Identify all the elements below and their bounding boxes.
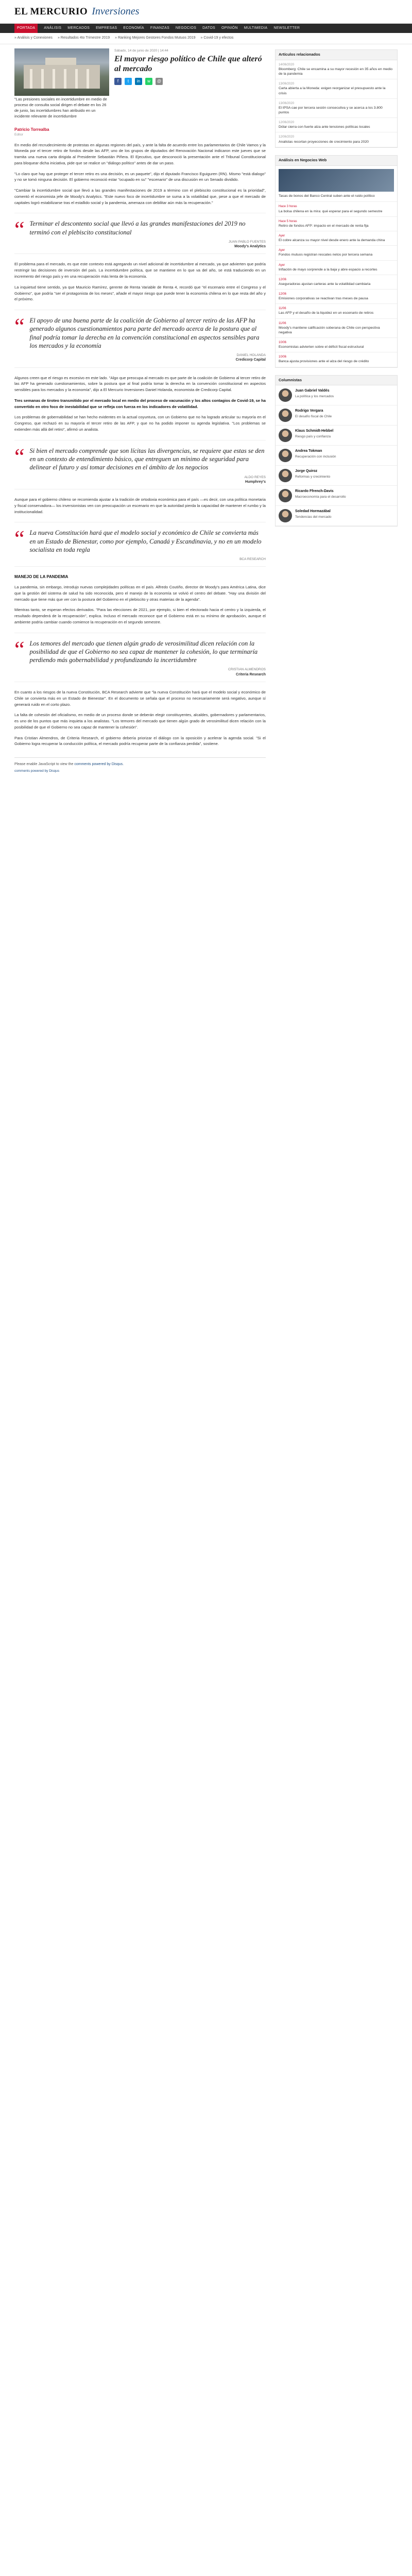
article xyxy=(14,44,266,774)
analysis-item[interactable] xyxy=(276,275,397,290)
share-bar xyxy=(114,78,266,85)
paragraph: Para Cristian Almendros, de Criteria Research, el gobierno debería priorizar el diálogo con la oposición y acelerar la agenda social. "Si el Gobierno logra recuperar la conducción política, el mercado podría recuperar parte de la confianza perdida", sostiene. xyxy=(14,735,266,747)
pull-quote xyxy=(14,310,266,368)
paragraph: La inquietud tiene sentido, ya que Mauricio Ramírez, gerente de Renta Variable de Renta 4, recordó que "el escenario entre el Congreso y el Gobierno", que podría "ser el protagonista de los meses", añade el mayor riesgo que puede tener la economía chilena en lo que resta del año y el próximo. xyxy=(14,284,266,302)
quote-source xyxy=(30,475,266,485)
pull-quote xyxy=(14,522,266,566)
paragraph: Mientras tanto, se esperan efectos derivados. "Para las elecciones de 2021, por ejemplo, si bien el electorado hacia el centro y la izquierda, el resultado dependerá de la recuperación", explica. Incluso el mercado reconoce que el Gobierno está en su mínimo de aprobación, aunque el ambiente podría cambiar cuando comience la recuperación en el segundo semestre. xyxy=(14,607,266,624)
paragraph: En cuanto a los riesgos de la nueva Constitución, BCA Research advierte que "la nueva Constitución hará que el modelo social y económico de Chile se convierta más en un Estado de Bienestar". En el documento se señala que el proceso no necesariamente será negativo, aunque sí generará ruido en el corto plazo. xyxy=(14,690,266,707)
quote-source xyxy=(30,353,266,363)
nav-item[interactable]: NEGOCIOS xyxy=(175,26,197,30)
avatar xyxy=(279,409,292,422)
related-item[interactable] xyxy=(276,132,397,147)
item-date: 12/06 xyxy=(279,293,287,296)
item-date: Ayer xyxy=(279,234,285,238)
columnist[interactable] xyxy=(276,506,397,526)
analysis-item[interactable] xyxy=(276,217,397,231)
quote-text: Terminar el descontento social que llevó a las grandes manifestaciones del 2019 no terminó con el plebiscito constitucional xyxy=(29,220,246,236)
brand-logo[interactable]: EL MERCURIO xyxy=(14,6,88,17)
item-date: 14/06/2020 xyxy=(279,63,295,66)
analysis-item[interactable] xyxy=(276,319,397,338)
item-title: La bolsa chilena en la mira: qué esperar para el segundo semestre xyxy=(279,209,383,213)
avatar xyxy=(279,429,292,442)
avatar xyxy=(279,489,292,502)
disqus-link[interactable]: comments powered by Disqus. xyxy=(74,762,124,767)
paragraph-bold: Tres semanas de tiroteo transmitido por el mercado local en medio del proceso de vacunación y los altos contagios de Covid-19, se ha convertido en otro foco de inestabilidad que se refleja con fuerza en los indicadores de volatilidad. xyxy=(14,398,266,409)
hero-caption: "Las presiones sociales en incertidumbre en medio de proceso de consulta social dirigen el debate en los 26 de junio, las incertidumbres han atribuido en un incidente relevante de incertidumbre xyxy=(14,97,107,118)
paragraph xyxy=(14,398,266,410)
item-title: Banca ajusta provisiones ante el alza del riesgo de crédito xyxy=(279,360,369,364)
linkedin-icon[interactable]: in xyxy=(135,78,142,85)
item-title: Economistas advierten sobre el déficit fiscal estructural xyxy=(279,345,364,349)
analysis-title: Análisis en Negocios Web xyxy=(276,156,397,166)
sub-nav xyxy=(0,33,412,44)
twitter-icon[interactable]: t xyxy=(125,78,132,85)
avatar xyxy=(279,388,292,402)
paragraph: En medio del recrudecimiento de protestas en algunas regiones del país, y ante la falta de acuerdo entre los parlamentarios de Chile Vamos y la Moneda por el tercer retiro de fondos desde las AFP, uno de los grupos de diputados del Renovación Nacional indicaron este jueves que se tramita una nueva carta dirigida al Presidente Sebastián Piñera. El Ejecutivo, que desconoció la presentación ante el Tribunal Constitucional para bloquear dicha iniciativa, pide que se realice un "diálogo político" antes de dar un paso. xyxy=(14,142,266,165)
columnist-title: El desafío fiscal de Chile xyxy=(295,414,332,418)
columnist-title: Recuperación con inclusión xyxy=(295,454,336,459)
quote-source xyxy=(30,557,266,562)
item-title: Analistas recortan proyecciones de crecimiento para 2020 xyxy=(279,140,369,144)
pull-quote xyxy=(14,440,266,489)
item-title: Bloomberg: Chile se encamina a su mayor recesión en 35 años en medio de la pandemia xyxy=(279,67,393,76)
quote-org: Humphrey's xyxy=(245,480,266,484)
quote-mark-icon: “ xyxy=(14,314,25,340)
item-title: El IPSA cae por tercera sesión consecutiva y se acerca a los 3.800 puntos xyxy=(279,106,383,115)
item-date: 12/06 xyxy=(279,278,287,281)
section-heading: MANEJO DE LA PANDEMIA xyxy=(14,574,68,579)
columnist-name: Rodrigo Vergara xyxy=(295,409,323,413)
avatar xyxy=(279,509,292,522)
analysis-list xyxy=(275,155,398,368)
columnist-name: Jorge Quiroz xyxy=(295,469,318,473)
columnist-title: La política y los mercados xyxy=(295,394,334,398)
paragraph: La pandemia, sin embargo, introdujo nuevas complejidades políticas en el país. Alfredo Coutiño, director de Moody's para América Latina, dice que la gestión del sistema de salud ha sido reconocida, pero el manejo de la economía se volvió el centro del debate. "Hay una división del mercado que tiene más que ver con la postura del Gobierno en el plebiscito y otras materias de la agenda". xyxy=(14,585,266,602)
analysis-item[interactable] xyxy=(276,338,397,352)
item-title: Aseguradoras ajustan carteras ante la volatilidad cambiaria xyxy=(279,282,371,286)
columnist-title: Reformas y crecimiento xyxy=(295,474,331,479)
item-title: Emisiones corporativas se reactivan tras meses de pausa xyxy=(279,297,368,301)
columnist[interactable] xyxy=(276,466,397,486)
related-item[interactable] xyxy=(276,118,397,132)
paragraph: "Lo claro que hay que proteger el tercer retiro es una decisión, es un paquete", dijo el diputado Francisco Eguiguren (RN). Mismo "está dialogo" y no se tomó ninguna decisión. El gobierno reconoció estar "ocupado en su" "escenario" de una discusión en un Senado dividido. xyxy=(14,171,266,182)
paragraph: El problema para el mercado, es que este contexto está agregando un nivel adicional de incertidumbre al mercado, ya que advierten que podría restringir las decisiones de inversión del país. La incertidumbre política, que se mantiene en lo que va del año, se está traduciendo en un incremento del riesgo país y en una recuperación más lenta de la economía. xyxy=(14,262,266,279)
item-date: 10/06 xyxy=(279,341,287,344)
paragraph: Aunque para el gobierno chileno se recomienda ajustar a la tradición de ortodoxia económica para el país —es decir, con una política monetaria y fiscal conservadora— los inversionistas ven con preocupación un escenario en que la autoridad pierda la capacidad de mantener el rumbo y la institucionalidad. xyxy=(14,497,266,514)
quote-author: BCA RESEARCH xyxy=(239,557,266,562)
columnist-title: Tendencias del mercado xyxy=(295,515,332,519)
article-hero xyxy=(14,48,266,120)
analysis-item[interactable] xyxy=(276,304,397,318)
nav-item[interactable]: DATOS xyxy=(202,26,216,30)
pull-quote xyxy=(14,213,266,254)
author-role: Editor xyxy=(14,133,23,137)
columnist-name: Ricardo Ffrench-Davis xyxy=(295,489,334,494)
nav-item[interactable]: MULTIMEDIA xyxy=(244,26,268,30)
item-title: Dólar cierra con fuerte alza ante tensiones políticas locales xyxy=(279,125,370,129)
quote-org: Moody's Analytics xyxy=(234,245,266,249)
quote-text: La nueva Constitución hará que el modelo social y económico de Chile se convierta más en un Estado de Bienestar, como por ejemplo, Canadá y Escandinavia, y no en un modelo socialista en toda regla xyxy=(29,529,262,553)
quote-text: Si bien el mercado comprende que son lícitas las divergencias, se requiere que estas se den en un contexto de entendimiento básico, que entreguen un mínimo de seguridad para delinear el futuro y así tomar decisiones en el ámbito de los negocios xyxy=(29,447,265,471)
subnav-link[interactable]: » Covid-19 y efectos xyxy=(200,36,234,40)
item-date: 10/06 xyxy=(279,355,287,359)
quote-author: JUAN PABLO FUENTES xyxy=(228,240,266,244)
feature-title: Tasas de bonos del Banco Central suben ante el ruido político xyxy=(279,194,375,198)
article-headline: El mayor riesgo político de Chile que alteró al mercado xyxy=(114,55,262,73)
item-title: Las AFP y el desafío de la liquidez en un escenario de retiros xyxy=(279,311,374,315)
item-date: Ayer xyxy=(279,263,285,267)
content-layout xyxy=(0,44,412,774)
analysis-item[interactable] xyxy=(276,246,397,260)
paragraph: Los problemas de gobernabilidad se han hecho evidentes en la actual coyuntura, con un Gobierno que no ha logrado articular su mayoría en el Congreso, que rechazó en su mayoría el tercer retiro de las AFP, y que no ha podido imponer su agenda legislativa. "Los problemas se extienden más allá del retiro", afirmó un analista. xyxy=(14,415,266,432)
columnist-name: Juan Gabriel Valdés xyxy=(295,389,330,393)
analysis-item[interactable] xyxy=(276,261,397,275)
columnist[interactable] xyxy=(276,405,397,426)
avatar xyxy=(279,469,292,482)
item-title: Inflación de mayo sorprende a la baja y abre espacio a recortes xyxy=(279,267,377,272)
columnist-name: Soledad Hormazábal xyxy=(295,510,331,514)
item-title: Carta abierta a la Moneda: exigen reorganizar el presupuesto ante la crisis xyxy=(279,87,386,95)
main-nav xyxy=(0,24,412,33)
item-title: Retiro de fondos AFP: impacto en el mercado de renta fija xyxy=(279,224,369,228)
email-icon[interactable]: @ xyxy=(156,78,163,85)
related-item[interactable] xyxy=(276,79,397,98)
comments-notice xyxy=(14,757,266,767)
nav-item[interactable]: EMPRESAS xyxy=(96,26,117,30)
subnav-link[interactable]: » Análisis y Conexiones xyxy=(14,36,53,40)
columnist[interactable] xyxy=(276,446,397,466)
related-item[interactable] xyxy=(276,60,397,79)
paragraph: Algunos creen que el riesgo es excesivo en este lado. "Algo que preocupa al mercado es que parte de la coalición de Gobierno al tercer retiro de las AFP ha generado cuestionamientos, sobre la postura que al final podría tomar la derecha en la convención constitucional en aspectos sensibles para los mercados y la economía", dijo a El Mercurio Inversiones Daniel Holanda, economista de Credicorp Capital. xyxy=(14,375,266,393)
site-header xyxy=(0,0,412,24)
item-date: 11/06 xyxy=(279,321,286,325)
subnav-link[interactable]: » Ranking Mejores Gestores Fondos Mutuos 2019 xyxy=(115,36,196,40)
author-name[interactable]: Patricio Torrealba xyxy=(14,127,49,132)
columnist-title: Riesgo país y confianza xyxy=(295,434,331,438)
item-title: El cobre alcanza su mayor nivel desde enero ante la demanda china xyxy=(279,239,385,243)
avatar xyxy=(279,449,292,462)
nav-item[interactable]: MERCADOS xyxy=(67,26,90,30)
brand-section[interactable]: Inversiones xyxy=(92,6,140,17)
quote-org: Criteria Research xyxy=(236,672,266,676)
nav-item[interactable]: ECONOMÍA xyxy=(123,26,144,30)
quote-author: DANIEL HOLANDA xyxy=(236,353,266,358)
article-date: Sábado, 14 de junio de 2020 | 14:44 xyxy=(114,49,168,53)
pull-quote xyxy=(14,633,266,682)
comments-notice-text: Please enable JavaScript to view the xyxy=(14,762,74,767)
quote-author: CRISTIAN ALMENDROS xyxy=(228,668,266,672)
nav-item[interactable]: OPINIÓN xyxy=(221,26,238,30)
item-date: 13/06/2020 xyxy=(279,82,295,86)
analysis-item[interactable] xyxy=(276,231,397,246)
item-date: 12/06/2020 xyxy=(279,121,295,125)
quote-text: El apoyo de una buena parte de la coalición de Gobierno al tercer retiro de las AFP ha generado algunos cuestionamientos para parte del mercado acerca de la postura que al final podría tomar la derecha en la convención constitucional en aspectos sensibles para los mercados y la economía xyxy=(29,317,260,349)
columnist[interactable] xyxy=(276,426,397,446)
columnists-list xyxy=(275,375,398,527)
item-date: 11/06 xyxy=(279,307,286,311)
columnist[interactable] xyxy=(276,486,397,506)
paragraph: "Cambiar la incertidumbre social que llevó a las grandes manifestaciones de 2019 a término con el plebiscito constitucional es la prioridad", comentó el economista jefe de Moody's Analytics. "Este nuevo foco de incertidumbre se suma a la volatilidad que, pese a que el mercado de capitales logró estabilizarse tras el estallido social y la pandemia, amenaza con debilitar aún más la recuperación." xyxy=(14,188,266,205)
quote-source xyxy=(30,240,266,250)
columnist-name: Klaus Schmidt-Hebbel xyxy=(295,429,334,433)
quote-source xyxy=(30,667,266,677)
related-articles xyxy=(275,49,398,148)
analysis-item[interactable] xyxy=(276,352,397,367)
columnist-title: Macroeconomía para el desarrollo xyxy=(295,495,346,499)
nav-item[interactable]: PORTADA xyxy=(14,24,38,33)
columnists-title: Columnistas xyxy=(276,376,397,386)
columnist[interactable] xyxy=(276,385,397,405)
quote-mark-icon: “ xyxy=(14,636,25,662)
quote-text: Los temores del mercado que tienen algún grado de verosimilitud dicen relación con la posibilidad de que el Gobierno no sea capaz de mantener la cohesión, lo que terminaría perdiendo más gobernabilidad y profundizando la incertidumbre xyxy=(29,639,258,664)
paragraph: La falta de cohesión del oficialismo, en medio de un proceso donde se deberán elegir constituyentes, alcaldes, gobernadores y parlamentarios, es uno de los puntos que más inquieta a los analistas. "Los temores del mercado que tienen algún grado de verosimilitud dicen relación con la posibilidad de que el Gobierno no sea capaz de mantener la cohesión". xyxy=(14,713,266,730)
item-title: Fondos mutuos registran rescates netos por tercera semana xyxy=(279,253,373,257)
subnav-link[interactable]: » Resultados 4to Trimestre 2019 xyxy=(57,36,110,40)
headline-box xyxy=(114,48,266,120)
quote-mark-icon: “ xyxy=(14,444,25,469)
hero-image xyxy=(14,48,109,96)
quote-org: Credicorp Capital xyxy=(235,358,266,362)
whatsapp-icon[interactable]: w xyxy=(145,78,152,85)
item-date: Hace 3 horas xyxy=(279,205,297,209)
quote-mark-icon: “ xyxy=(14,526,25,552)
nav-item[interactable]: NEWSLETTER xyxy=(273,26,300,30)
related-title: Artículos relacionados xyxy=(276,50,397,60)
hero-figure xyxy=(14,48,109,120)
facebook-icon[interactable]: f xyxy=(114,78,122,85)
feature-thumbnail xyxy=(279,169,394,192)
nav-item[interactable]: FINANZAS xyxy=(150,26,169,30)
item-date: Ayer xyxy=(279,249,285,252)
item-title: Moody's mantiene calificación soberana de Chile con perspectiva negativa xyxy=(279,326,380,334)
disqus-credit[interactable]: comments powered by Disqus xyxy=(14,769,60,773)
item-date: Hace 5 horas xyxy=(279,219,297,223)
analysis-feature[interactable] xyxy=(276,166,397,202)
columnist-name: Andrea Tokman xyxy=(295,449,322,453)
related-item[interactable] xyxy=(276,99,397,118)
item-date: 13/06/2020 xyxy=(279,101,295,105)
item-date: 12/06/2020 xyxy=(279,135,295,139)
nav-item[interactable]: ANÁLISIS xyxy=(44,26,62,30)
quote-mark-icon: “ xyxy=(14,217,25,243)
sidebar xyxy=(275,44,398,774)
analysis-item[interactable] xyxy=(276,202,397,216)
analysis-item[interactable] xyxy=(276,290,397,304)
quote-author: ALDO REYES xyxy=(244,475,266,479)
